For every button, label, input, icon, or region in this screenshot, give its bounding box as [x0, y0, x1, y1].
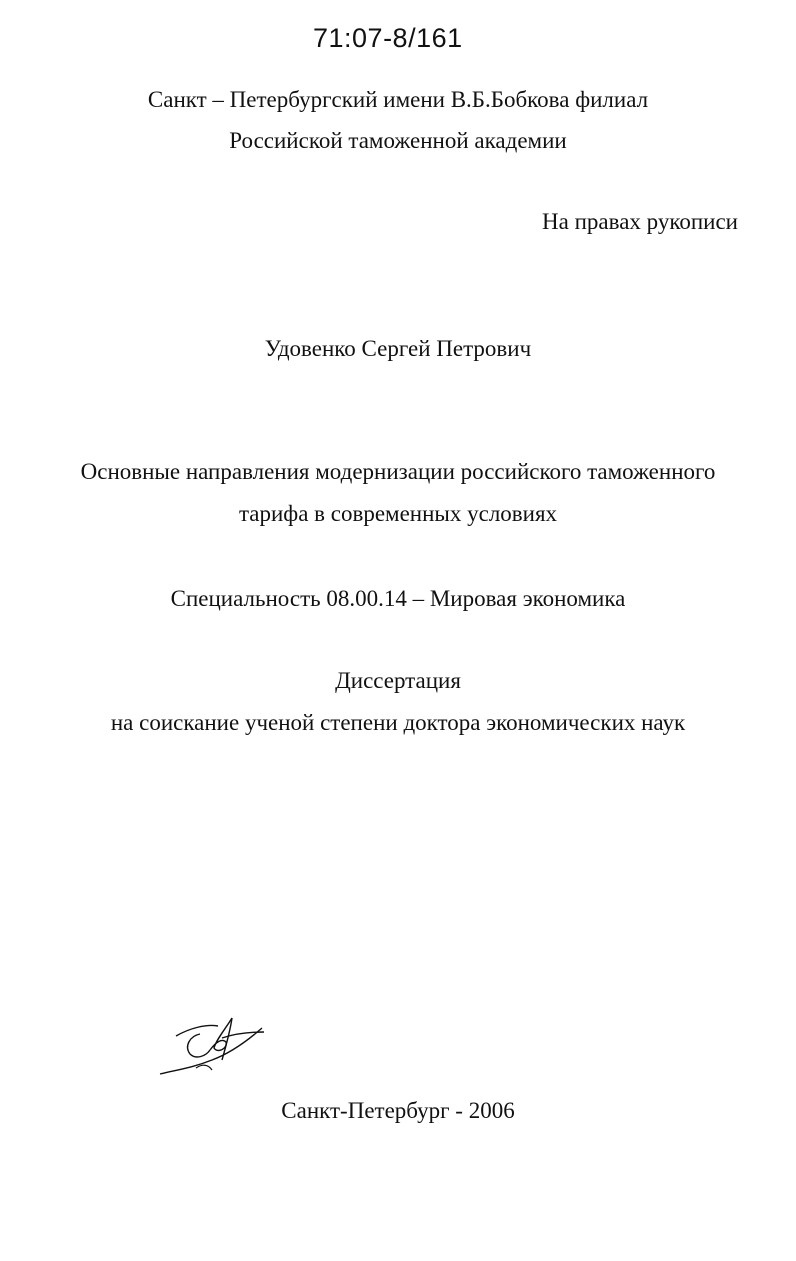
specialty: Специальность 08.00.14 – Мировая экономика [170, 586, 626, 611]
manuscript-note: На правах рукописи [542, 209, 738, 234]
author-name: Удовенко Сергей Петрович [264, 336, 532, 361]
handwritten-signature [156, 998, 268, 1082]
title-line-1: Основные направления модернизации российского таможенного [80, 459, 716, 484]
degree-line: на соискание ученой степени доктора экономических наук [110, 710, 686, 735]
archive-code: 71:07-8/161 [313, 23, 463, 53]
institution-line-1: Санкт – Петербургский имени В.Б.Бобкова филиал [147, 87, 649, 112]
dissertation-label: Диссертация [335, 668, 461, 693]
title-line-2: тарифа в современных условиях [238, 501, 558, 526]
city-year: Санкт-Петербург - 2006 [281, 1098, 515, 1123]
institution-line-2: Российской таможенной академии [229, 128, 567, 153]
